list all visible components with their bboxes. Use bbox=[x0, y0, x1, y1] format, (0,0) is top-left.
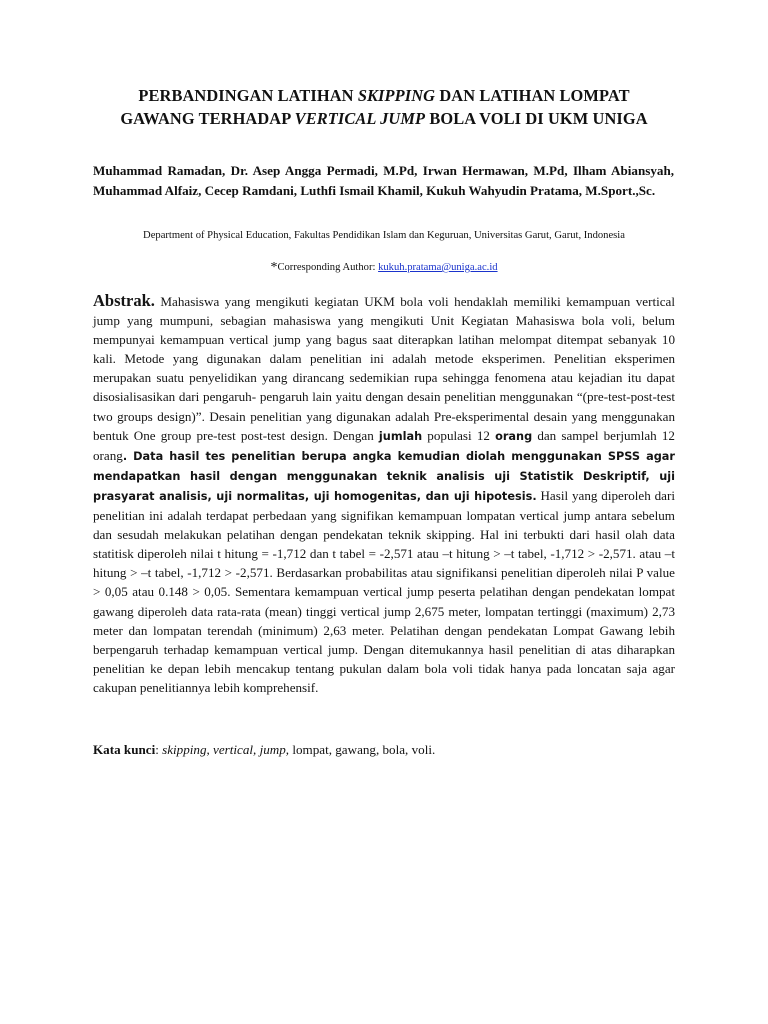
corresponding-author bbox=[100, 260, 668, 276]
abstract-text-3: dan sampel berjumlah 12 orang bbox=[93, 427, 675, 463]
author-list: Muhammad Ramadan, Dr. Asep Angga Permadi, M.Pd, Irwan Hermawan, M.Pd, Ilham Abiansyah, Muhammad Alfaiz, Cecep Ramdani, Luthfi Ismail Khamil, Kukuh Wahyudin Pratama, M.Sport.,Sc. bbox=[93, 163, 674, 198]
corresponding-star: * bbox=[270, 260, 278, 275]
abstract-label: Abstrak. bbox=[93, 291, 155, 310]
title-part-2-italic: SKIPPING bbox=[357, 86, 436, 105]
abstract-text-4: Hasil yang diperoleh dari penelitian ini adalah terdapat perbedaan yang signifikan kemampuan lompatan vertical jump antara sebelum dan sesudah melakukan pelatihan dengan pendekatan teknik skipping. Hal ini terbukti dari hasil olah data statitisk diperoleh nilai t hitung = -1,712 dan t tabel = -2,571 atau –t hitung > –t tabel, -1,712 > -2,571. atau –t hitung > –t tabel, -1,712 > -2,571. Berdasarkan probabilitas atau signifikansi penelitian diperoleh nilai P value > 0,05 atau 0.148 > 0,05. Sementara kemampuan vertical jump peserta pelatihan dengan pendekatan lompat gawang diperoleh data rata-rata (mean) tinggi vertical jump 2,675 meter, lompatan tertinggi (maximum) 2,73 meter dan lompatan terendah (minimum) 2,63 meter. Pelatihan dengan pendekatan Lompat Gawang lebih berpengaruh terhadap kemampuan vertical jump. Dengan ditemukannya hasil penelitian di atas diharapkan penelitian ke depan lebih mencakup tentang pukulan dalam bola voli tidak hanya pada loncatan saja agar cakupan penelitiannya lebih komprehensif. bbox=[93, 487, 675, 695]
paper-title bbox=[100, 84, 668, 130]
abstract-paragraph bbox=[93, 291, 675, 697]
keywords-colon: : bbox=[155, 742, 163, 757]
keywords-italic: skipping, vertical, jump, bbox=[162, 742, 290, 757]
abstract-bold-1: jumlah bbox=[378, 429, 423, 443]
title-part-4-italic: VERTICAL JUMP bbox=[294, 109, 426, 128]
abstract-bold-3: . Data hasil tes penelitian berupa angka kemudian diolah menggunakan SPSS agar mendapatkan hasil dengan menggunakan teknik analisis uji Statistik Deskriptif, uji prasyarat analisis, uji normalitas, uji homogenitas, dan uji hipotesis. bbox=[93, 449, 675, 503]
keywords-rest: lompat, gawang, bola, voli. bbox=[289, 742, 436, 757]
abstract-text-1: Mahasiswa yang mengikuti kegiatan UKM bola voli hendaklah memiliki kemampuan vertical jump yang mumpuni, sebagian mahasiswa yang mengikuti Unit Kegiatan Mahasiswa bola voli, belum mempunyai kemampuan vertical jump yang bagus saat diterapkan latihan melompat ditempat sebanyak 10 kali. Metode yang digunakan dalam penelitian ini adalah metode eksperimen. Penelitian eksperimen merupakan suatu penyelidikan yang dirancang sedemikian rupa sehingga fenomena atau kejadian itu dapat disosialisasikan dari pengaruh- pengaruh lain yaitu dengan desain penelitian menggunakan “(pre-test-post-test two groups design)”. Desain penelitian yang digunakan adalah Pre-eksperimental desain yang menggunakan bentuk One group pre-test post-test design. Dengan bbox=[93, 294, 675, 443]
keywords-line bbox=[93, 740, 675, 759]
title-part-5: BOLA VOLI DI UKM UNIGA bbox=[425, 109, 648, 128]
affiliation: Department of Physical Education, Fakultas Pendidikan Islam dan Keguruan, Universitas Garut, Garut, Indonesia bbox=[143, 230, 625, 241]
corresponding-email-link[interactable]: kukuh.pratama@uniga.ac.id bbox=[378, 262, 498, 273]
keywords-label: Kata kunci bbox=[93, 742, 156, 757]
abstract-text-2: populasi 12 bbox=[422, 427, 496, 443]
title-part-3: DAN LATIHAN LOMPAT GAWANG TERHADAP bbox=[120, 86, 630, 128]
title-part-1: PERBANDINGAN LATIHAN bbox=[138, 86, 358, 105]
corresponding-label: Corresponding Author: bbox=[277, 262, 379, 273]
abstract-bold-2: orang bbox=[495, 429, 533, 443]
